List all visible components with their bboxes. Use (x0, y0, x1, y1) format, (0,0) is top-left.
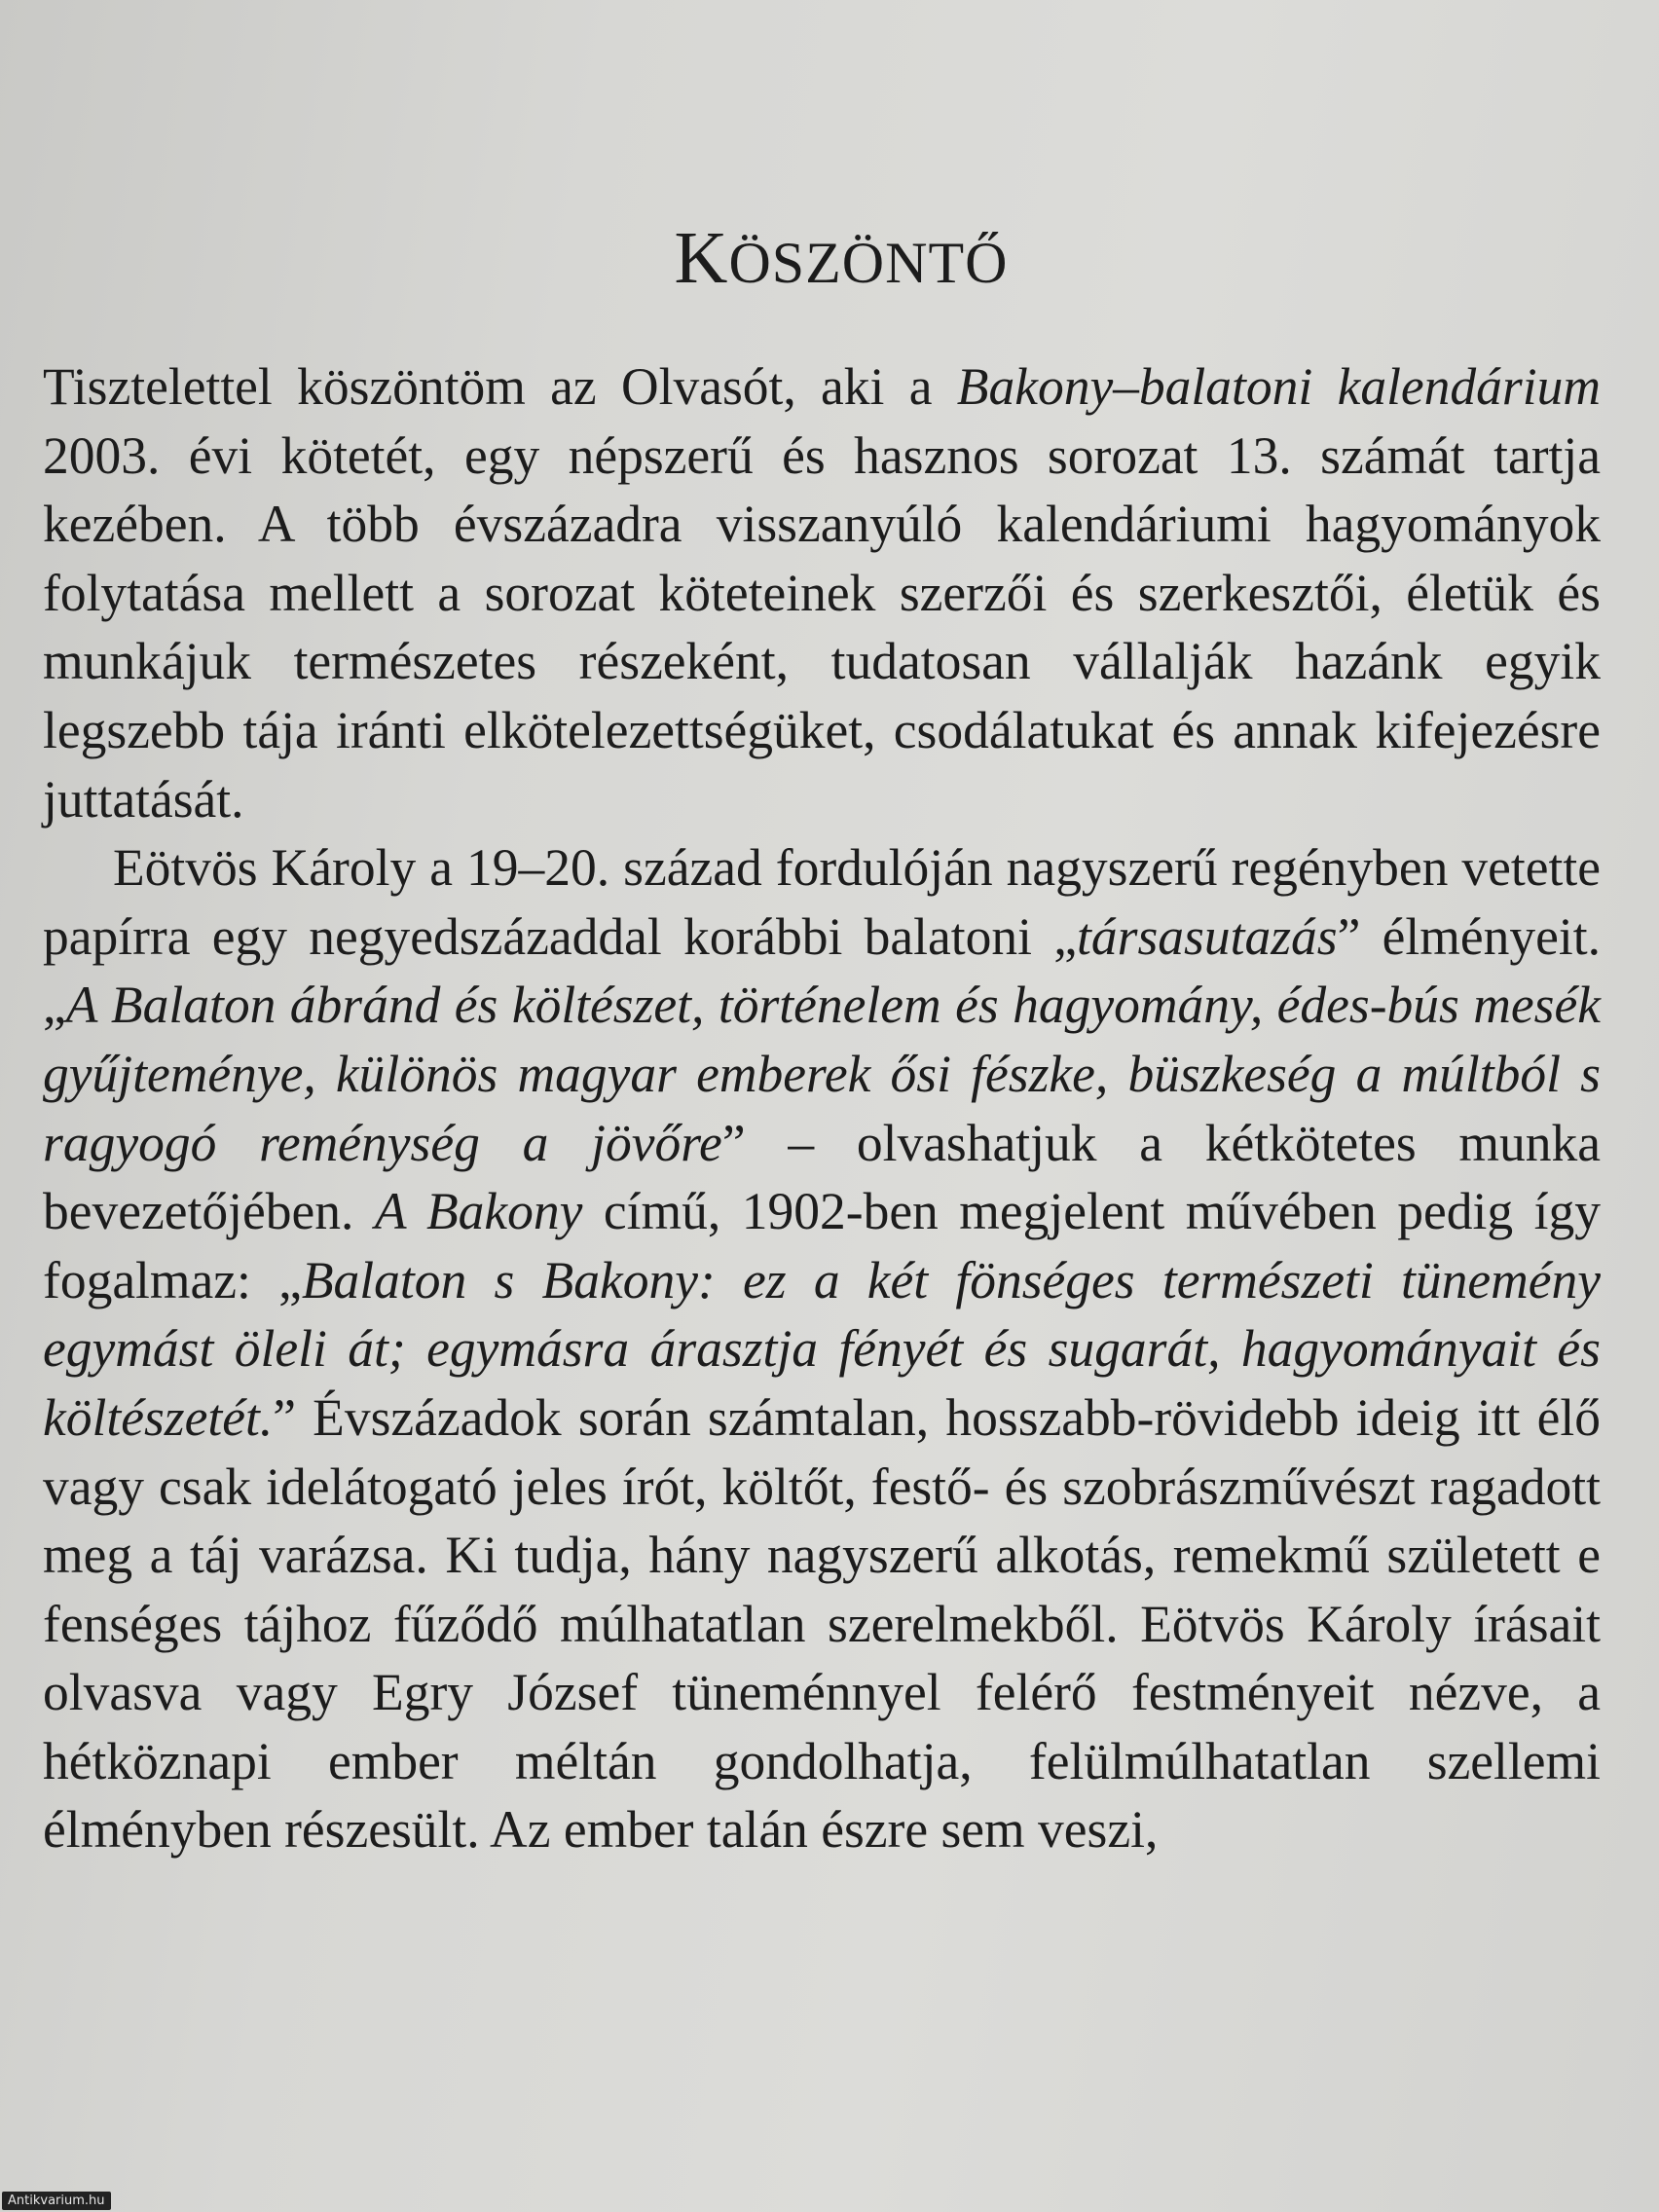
watermark: Antikvarium.hu (2, 2192, 111, 2210)
page-title (43, 216, 1640, 301)
paragraph-1-text: Tisztelettel köszöntöm az Olvasót, aki a (43, 357, 957, 416)
paragraph-2-quote-1: A Balaton ábránd és költészet, történelem és hagyomány, édes-bús mesék gyűjteménye, különös magyar emberek ősi fészke, büszkeség a múltból s ragyogó reménység a jövőre (43, 976, 1601, 1172)
paragraph-2-italic-title: A Bakony (374, 1182, 583, 1241)
paragraph-1-text-cont: 2003. évi kötetét, egy népszerű és hasznos sorozat 13. számát tartja kezében. A több évszázadra visszanyúló kalendáriumi hagyományok folytatása mellett a sorozat köteteinek szerzői és szerkesztői, életük és munkájuk természetes részeként, tudatosan vállalják hazánk egyik legszebb tája iránti elkötelezettségüket, csodálatukat és annak kifejezésre juttatását. (43, 425, 1601, 829)
paragraph-1 (43, 352, 1601, 833)
paragraph-2-text-2: ” élményeit. „ (43, 906, 1601, 1035)
title-initial: K (674, 217, 729, 299)
paragraph-1-title-italic: Bakony–balatoni kalendárium (956, 357, 1601, 416)
paragraph-2-text-5: ” Évszázadok során számtalan, hosszabb-rövidebb ideig itt élő vagy csak idelátogató jeles írót, költőt, festő- és szobrászművészt ragadott meg a táj varázsa. Ki tudja, hány nagyszerű alkotás, remekmű született e fenséges tájhoz fűződő múlhatatlan szerelmekből. Eötvös Károly írásait olvasva vagy Egry József tüneménnyel felérő festményeit nézve, a hétköznapi ember méltán gondolhatja, felülmúlhatatlan szellemi élményben részesült. Az ember talán észre sem veszi, (43, 1387, 1601, 1860)
paragraph-2-text-3: ” – olvashatjuk a kétkötetes munka bevezetőjében. (43, 1113, 1602, 1241)
paragraph-2 (43, 833, 1601, 1864)
title-small-caps: ÖSZÖNTŐ (728, 231, 1009, 295)
document-page (43, 0, 1601, 2212)
paragraph-2-quote-2: Balaton s Bakony: ez a két fönséges természeti tünemény egymást öleli át; egymásra árasztja fényét és sugarát, hagyományait és költészetét. (43, 1250, 1601, 1447)
body-text (43, 352, 1601, 1864)
paragraph-2-text-4: című, 1902-ben megjelent művében pedig így fogalmaz: „ (43, 1182, 1602, 1309)
paragraph-2-text: Eötvös Károly a 19–20. század fordulóján nagyszerű regényben vetette papírra egy negyedszázaddal korábbi balatoni „ (43, 838, 1601, 966)
paragraph-2-italic-1: társasutazás (1077, 906, 1338, 966)
